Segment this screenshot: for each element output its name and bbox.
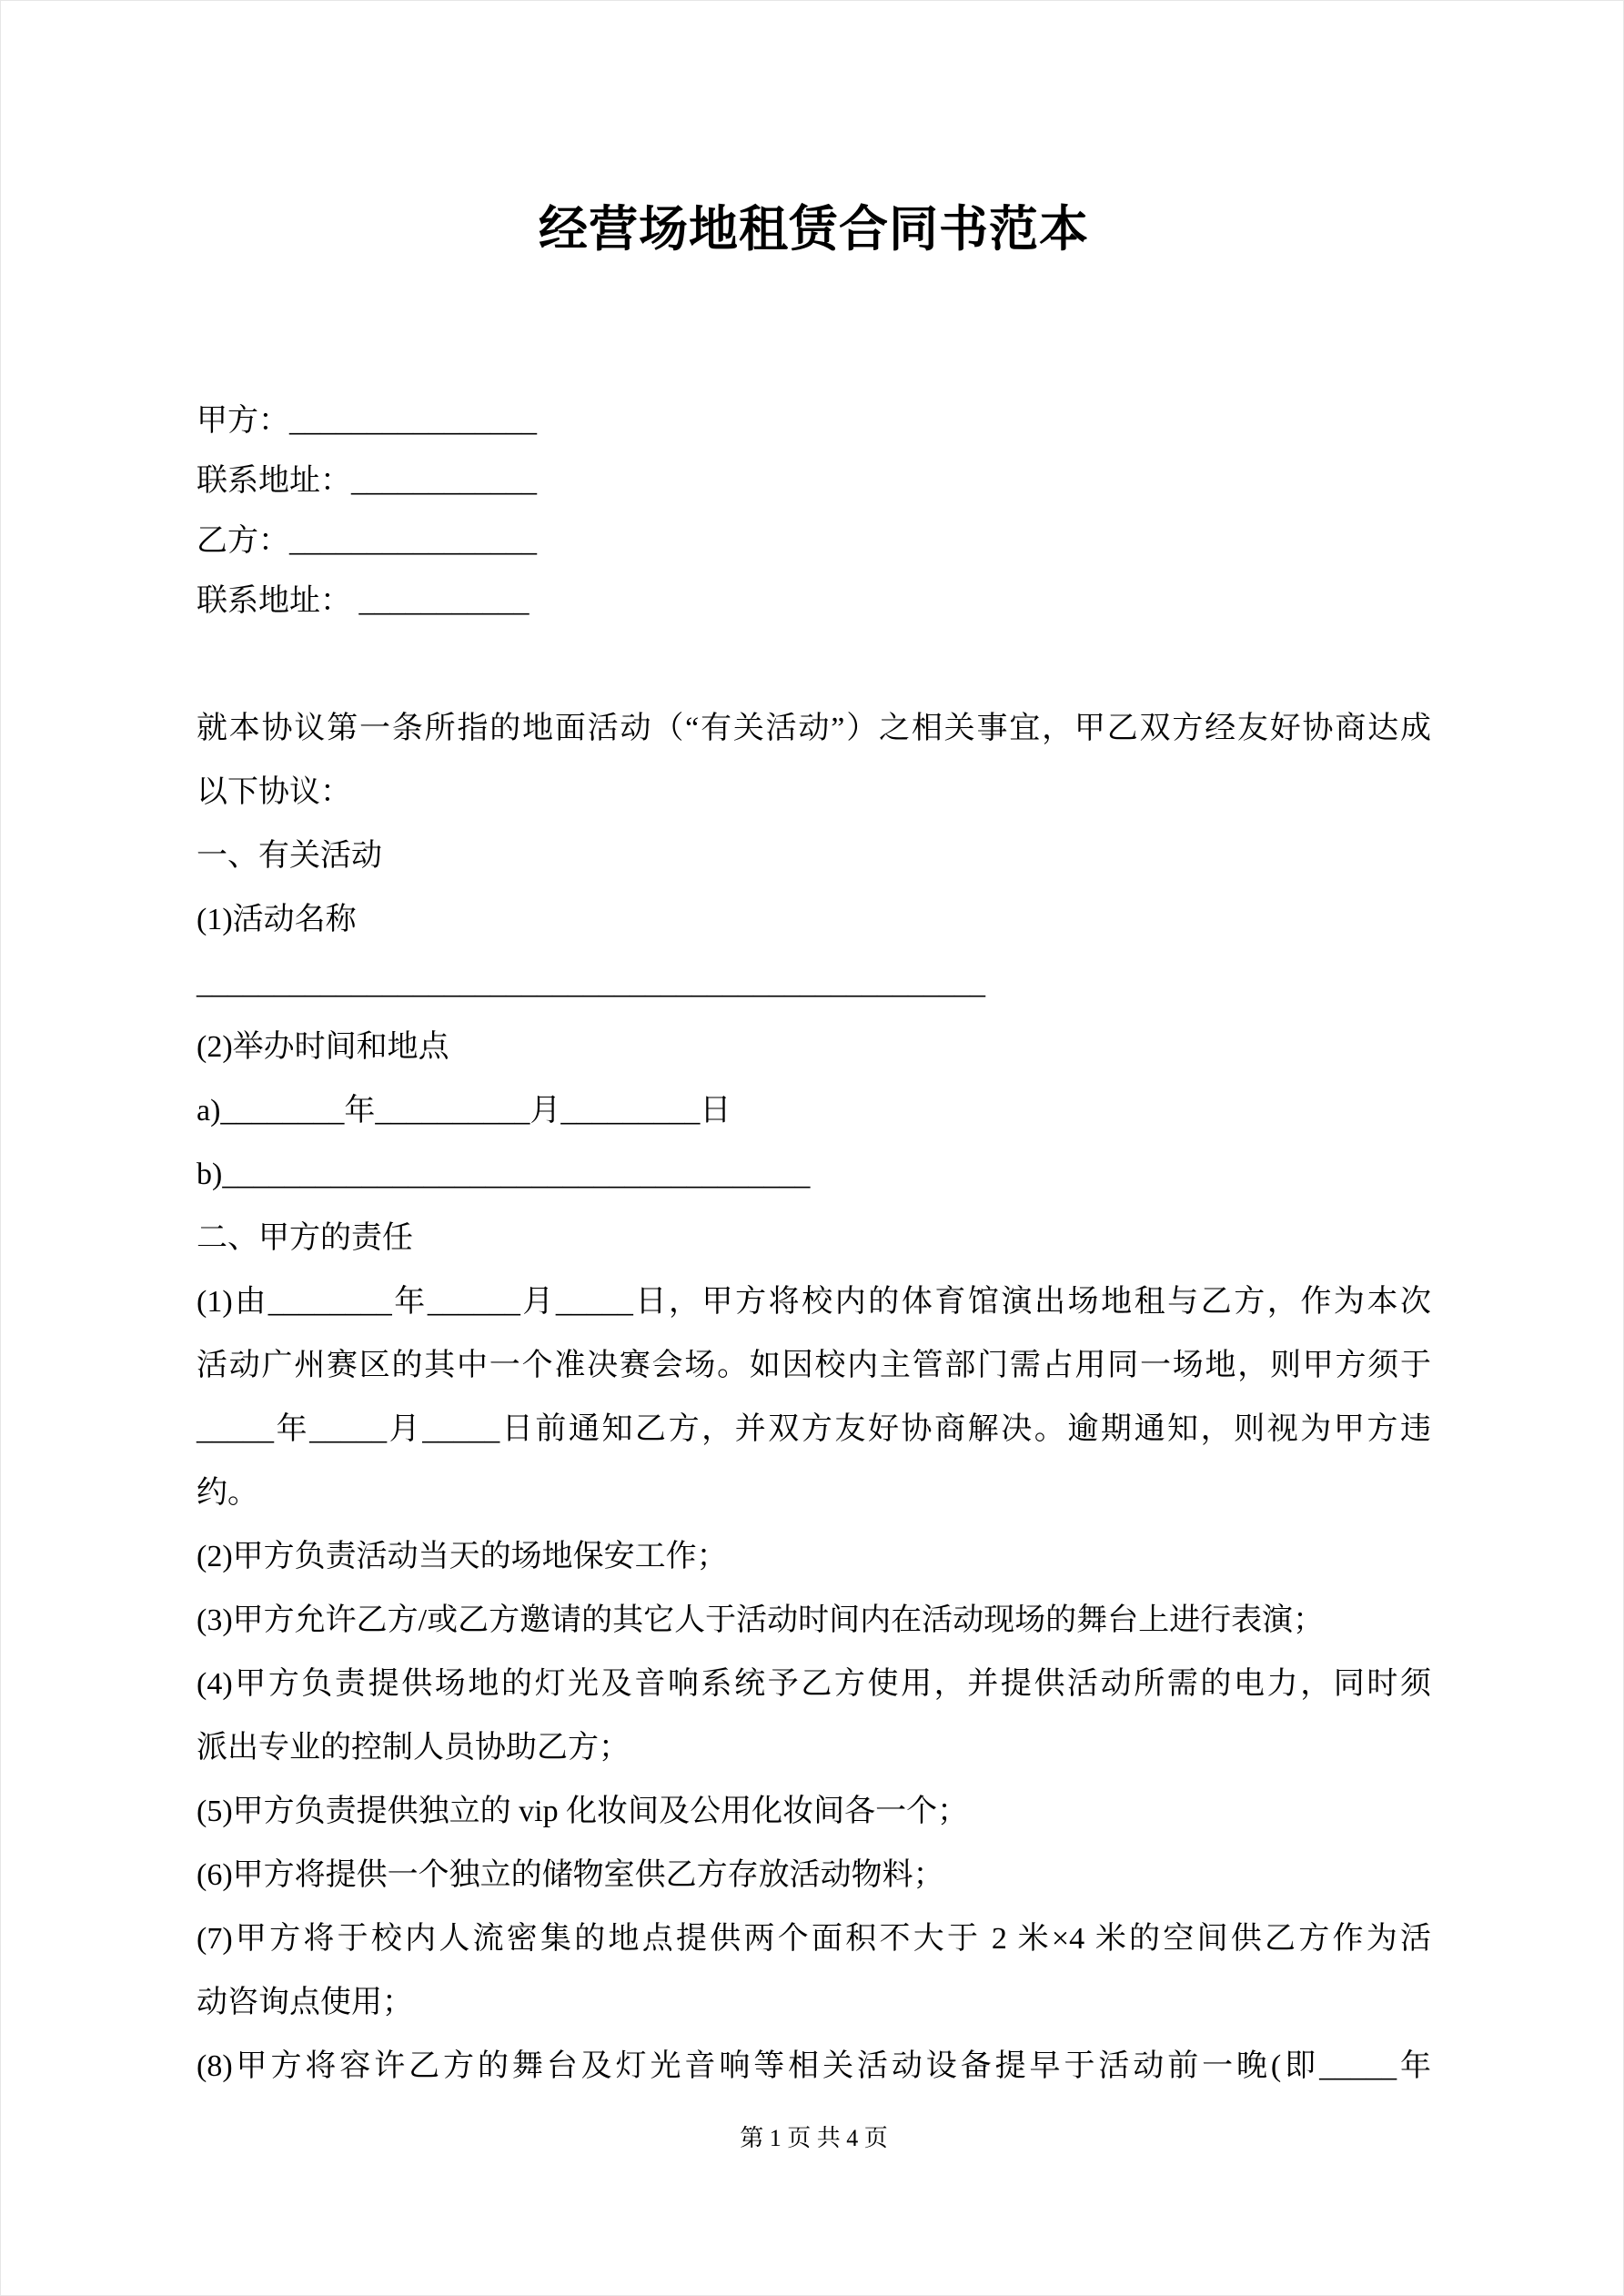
document-title: 经营场地租赁合同书范本	[539, 202, 1089, 257]
party-info-block	[197, 391, 1431, 632]
party-b-address-field: 联系地址： ___________	[197, 584, 530, 618]
body-line: (5)甲方负责提供独立的 vip 化妆间及公用化妆间各一个；	[197, 1795, 969, 1828]
page-number-footer: 第 1 页 共 4 页	[740, 2125, 888, 2151]
document-content	[197, 1, 1431, 2099]
section-heading-1: 一、有关活动	[197, 839, 382, 873]
body-line: (7)甲方将于校内人流密集的地点提供两个面积不大于 2 米×4 米的空间供乙方作为活	[197, 1922, 1431, 1956]
blank-underline-field: b)______________________________________	[197, 1158, 811, 1191]
party-b-field: 乙方：________________	[197, 524, 537, 558]
body-line: (2)甲方负责活动当天的场地保安工作；	[197, 1540, 728, 1573]
party-a-field: 甲方：________________	[197, 404, 537, 438]
body-line: (1)由________年______月_____日，甲方将校内的体育馆演出场地租与乙方，作为本次	[197, 1285, 1431, 1319]
body-line: 动咨询点使用；	[197, 1986, 413, 2019]
body-line: (2)举办时间和地点	[197, 1030, 449, 1064]
body-line: 派出专业的控制人员协助乙方；	[197, 1731, 630, 1765]
party-a-address-field: 联系地址：____________	[197, 464, 537, 498]
body-line: (6)甲方将提供一个独立的储物室供乙方存放活动物料；	[197, 1858, 944, 1892]
section-heading-2: 二、甲方的责任	[197, 1221, 413, 1255]
blank-underline-field: ___________________________________________________	[197, 966, 985, 1000]
body-line: (8)甲方将容许乙方的舞台及灯光音响等相关活动设备提早于活动前一晚(即_____年	[197, 2049, 1431, 2083]
body-line: 约。	[197, 1476, 258, 1510]
body-line: (1)活动名称	[197, 903, 357, 936]
body-line: 活动广州赛区的其中一个准决赛会场。如因校内主管部门需占用同一场地，则甲方须于	[197, 1349, 1431, 1382]
contract-body	[197, 697, 1431, 2099]
body-line: (3)甲方允许乙方/或乙方邀请的其它人于活动时间内在活动现场的舞台上进行表演；	[197, 1603, 1325, 1637]
body-line: _____年_____月_____日前通知乙方，并双方友好协商解决。逾期通知，则视为甲方违	[197, 1412, 1431, 1446]
body-line: 以下协议：	[197, 775, 351, 809]
body-line: 就本协议第一条所指的地面活动（“有关活动”）之相关事宜，甲乙双方经友好协商达成	[197, 712, 1431, 745]
date-blank-field: a)________年__________月_________日	[197, 1094, 731, 1128]
body-line: (4)甲方负责提供场地的灯光及音响系统予乙方使用，并提供活动所需的电力，同时须	[197, 1667, 1431, 1701]
